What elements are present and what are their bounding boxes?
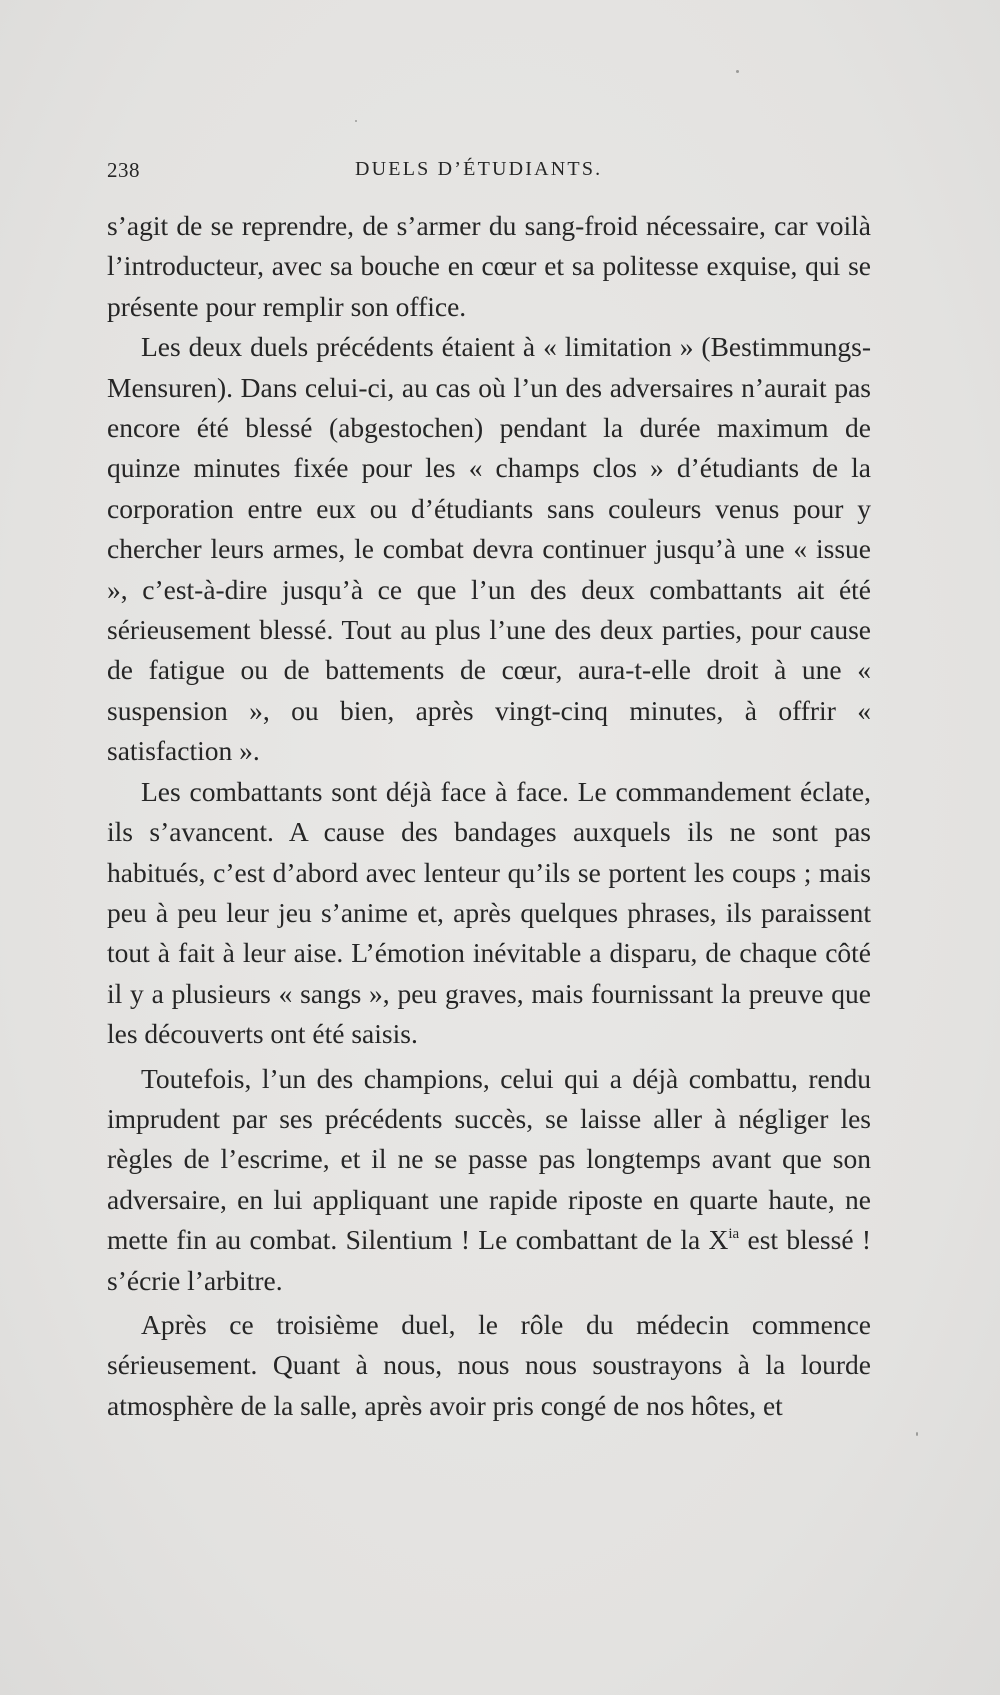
paragraph-combat-begins: Les combattants sont déjà face à face. Le commandement éclate, ils s’avancent. A cause des bandages auxquels ils ne sont pas habitués, c’est d’abord avec lenteur qu’ils se portent les coups ; mais peu à peu leur jeu s’anime et, après quelques phrases, ils paraissent tout à fait à leur aise. L’émotion inévitable a disparu, de chaque côté il y a plusieurs « sangs », peu graves, mais fournissant la preuve que les découverts ont été saisis. xyxy=(107,775,871,1050)
page-header xyxy=(107,158,873,188)
paragraph-combat-ends xyxy=(107,1059,871,1301)
paragraph-continuation: s’agit de se reprendre, de s’armer du sang-froid nécessaire, car voilà l’introducteur, avec sa bouche en cœur et sa politesse exquise, qui se présente pour remplir son office. xyxy=(107,210,871,322)
body-text xyxy=(107,206,871,1426)
paragraph-doctor: Après ce troisième duel, le rôle du médecin commence sérieusement. Quant à nous, nous nous soustrayons à la lourde atmosphère de la salle, après avoir pris congé de nos hôtes, et xyxy=(107,1308,871,1421)
paragraph-combat-ends-text: Toutefois, l’un des champions, celui qui a déjà combattu, rendu imprudent par ses précédents succès, se laisse aller à négliger les règles de l’escrime, et il ne se passe pas longtemps avant que son adversaire, en lui appliquant une rapide riposte en quarte haute, ne mette fin au combat. Silentium ! Le combattant de la X xyxy=(107,1062,871,1256)
running-title: DUELS D’ÉTUDIANTS. xyxy=(355,158,603,180)
superscript-ia: ia xyxy=(728,1226,740,1243)
paper-speck xyxy=(355,120,357,122)
paragraph-combat-ends-tail: est blessé ! s’écrie l’arbitre. xyxy=(107,1224,871,1296)
paper-speck xyxy=(736,70,739,73)
paper-speck xyxy=(916,1432,918,1436)
paragraph-limitation: Les deux duels précédents étaient à « limitation » (Bestimmungs-Mensuren). Dans celui-ci, au cas où l’un des adversaires n’aurait pas encore été blessé (abgestochen) pendant la durée maximum de quinze minutes fixée pour les « champs clos » d’étudiants de la corporation entre eux ou d’étudiants sans couleurs venus pour y chercher leurs armes, le combat devra continuer jusqu’à une « issue », c’est-à-dire jusqu’à ce que l’un des deux combattants ait été sérieusement blessé. Tout au plus l’une des deux parties, pour cause de fatigue ou de battements de cœur, aura-t-elle droit à une « suspension », ou bien, après vingt-cinq minutes, à offrir « satisfaction ». xyxy=(107,331,871,767)
page-number: 238 xyxy=(107,158,140,182)
